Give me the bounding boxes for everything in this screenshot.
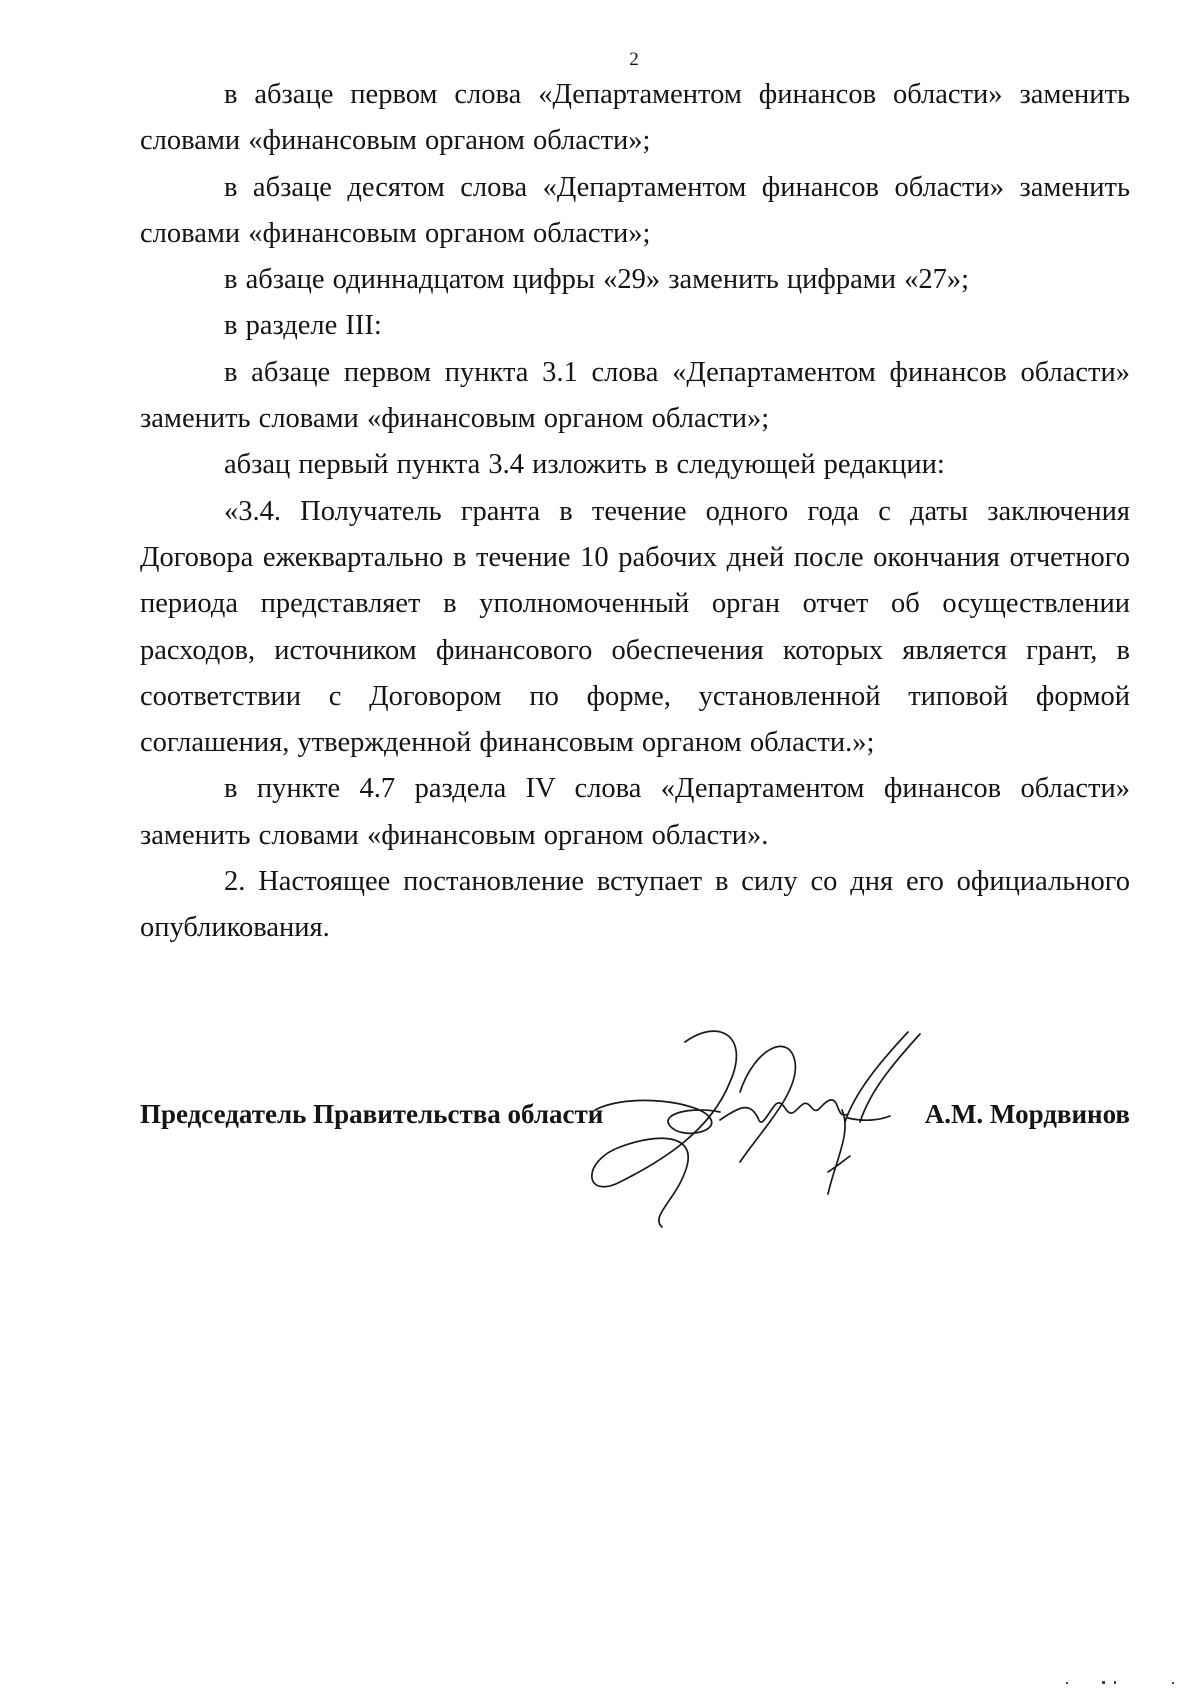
paragraph-amend-tenth: в абзаце десятом слова «Департаментом финансов области» заменить словами «финансовым органом области»;	[140, 171, 1130, 249]
paragraph-point-3-4-text: «3.4. Получатель гранта в течение одного года с даты заключения Договора ежеквартально в течение 10 рабочих дней после окончания отчетного периода представляет в уполномоченный орган отчет об осуществлении расходов, источником финансового обеспечения которых является грант, в соответствии с Договором по форме, установленной типовой формой соглашения, утвержденной финансовым органом области.»;	[140, 495, 1130, 759]
paragraph-amend-point-3-1: в абзаце первом пункта 3.1 слова «Департаментом финансов области» заменить словами «финансовым органом области»;	[140, 356, 1130, 435]
document-body	[140, 72, 1130, 952]
paragraph-amend-first: в абзаце первом слова «Департаментом финансов области» заменить словами «финансовым органом области»;	[140, 79, 1130, 157]
paragraph-amend-eleventh: в абзаце одиннадцатом цифры «29» заменить цифрами «27»;	[224, 264, 970, 296]
scan-artifact	[1062, 1679, 1182, 1687]
handwritten-signature	[590, 1022, 950, 1232]
signatory-name: А.М. Мордвинов	[924, 1099, 1130, 1129]
paragraph-amend-point-4-7: в пункте 4.7 раздела IV слова «Департаментом финансов области» заменить словами «финансовым органом области».	[140, 773, 1130, 851]
paragraph-section-three: в разделе III:	[224, 310, 382, 342]
scan-mark	[36, 700, 37, 701]
signatory-title: Председатель Правительства области	[140, 1099, 604, 1129]
paragraph-point-3-4-intro: абзац первый пункта 3.4 изложить в следующей редакции:	[224, 449, 945, 481]
page-number: 2	[629, 49, 639, 70]
paragraph-entry-into-force: 2. Настоящее постановление вступает в силу со дня его официального опубликования.	[140, 866, 1130, 944]
